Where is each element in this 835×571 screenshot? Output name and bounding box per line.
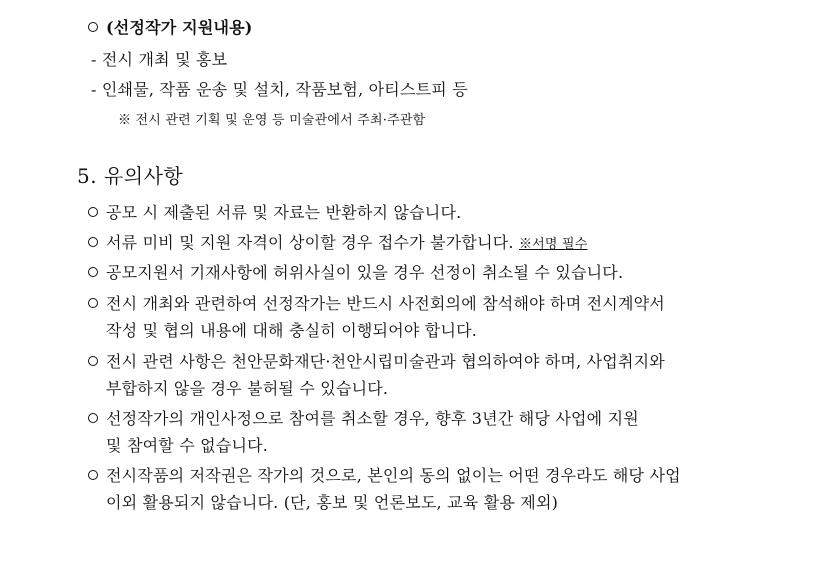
circle-bullet-icon bbox=[88, 413, 98, 423]
notice-item: 공모지원서 기재사항에 허위사실이 있을 경우 선정이 취소될 수 있습니다. bbox=[88, 263, 623, 283]
notice-item: 전시 개최와 관련하여 선정작가는 반드시 사전회의에 참석해야 하며 전시계약서 bbox=[88, 294, 665, 314]
notice-item: 선정작가의 개인사정으로 참여를 취소할 경우, 향후 3년간 해당 사업에 지원 bbox=[88, 409, 639, 429]
notice-item: 전시 관련 사항은 천안문화재단·천안시립미술관과 협의하여야 하며, 사업취지와 bbox=[88, 352, 665, 372]
support-title: (선정작가 지원내용) bbox=[106, 18, 253, 37]
circle-bullet-icon bbox=[88, 470, 98, 480]
notice-item: 서류 미비 및 지원 자격이 상이할 경우 접수가 불가합니다. ※서명 필수 bbox=[88, 233, 588, 255]
support-note: ※ 전시 관련 기획 및 운영 등 미술관에서 주최·주관함 bbox=[118, 113, 426, 128]
circle-bullet-icon bbox=[88, 207, 98, 217]
circle-bullet-icon bbox=[88, 22, 98, 32]
circle-bullet-icon bbox=[88, 237, 98, 247]
section-heading: 5. 유의사항 bbox=[77, 164, 184, 188]
notice-item-continuation: 및 참여할 수 없습니다. bbox=[106, 436, 269, 455]
circle-bullet-icon bbox=[88, 267, 98, 277]
support-item: - 전시 개최 및 홍보 bbox=[91, 50, 228, 69]
signature-required-note: ※서명 필수 bbox=[518, 237, 588, 252]
support-title-line bbox=[88, 18, 253, 38]
circle-bullet-icon bbox=[88, 356, 98, 366]
notice-item: 전시작품의 저작권은 작가의 것으로, 본인의 동의 없이는 어떤 경우라도 해당 사업 bbox=[88, 466, 681, 486]
notice-item: 공모 시 제출된 서류 및 자료는 반환하지 않습니다. bbox=[88, 203, 461, 223]
circle-bullet-icon bbox=[88, 298, 98, 308]
notice-item-continuation: 이외 활용되지 않습니다. (단, 홍보 및 언론보도, 교육 활용 제외) bbox=[106, 493, 559, 512]
notice-item-continuation: 부합하지 않을 경우 불허될 수 있습니다. bbox=[106, 379, 389, 398]
support-item: - 인쇄물, 작품 운송 및 설치, 작품보험, 아티스트피 등 bbox=[91, 80, 468, 99]
notice-item-continuation: 작성 및 협의 내용에 대해 충실히 이행되어야 합니다. bbox=[106, 321, 478, 340]
